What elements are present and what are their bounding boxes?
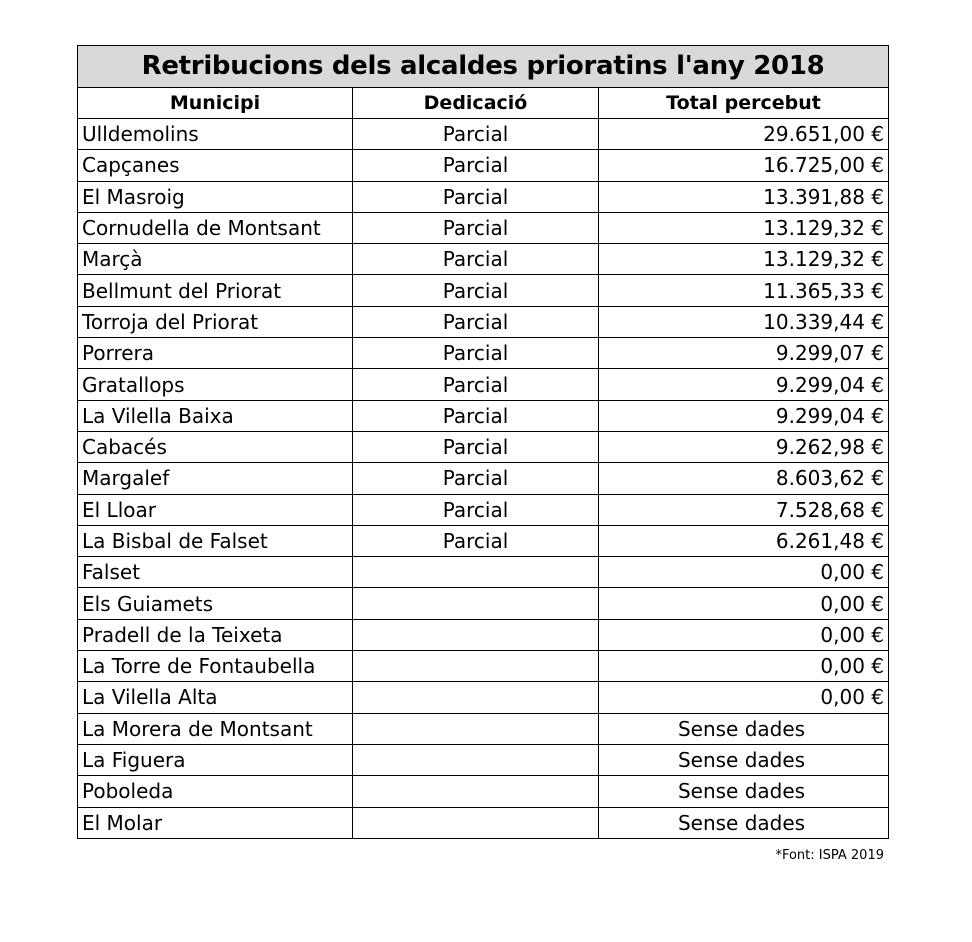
cell-municipi: Bellmunt del Priorat <box>78 275 353 306</box>
cell-total: 11.365,33 € <box>599 275 889 306</box>
table-body <box>78 119 889 839</box>
cell-municipi: Gratallops <box>78 369 353 400</box>
cell-total: 0,00 € <box>599 557 889 588</box>
cell-dedicacio: Parcial <box>353 431 599 462</box>
cell-dedicacio <box>353 682 599 713</box>
cell-municipi: El Molar <box>78 807 353 838</box>
cell-municipi: Falset <box>78 557 353 588</box>
cell-dedicacio: Parcial <box>353 150 599 181</box>
table-row <box>78 619 889 650</box>
cell-total: 13.129,32 € <box>599 244 889 275</box>
table-row <box>78 682 889 713</box>
table-row <box>78 181 889 212</box>
cell-total: Sense dades <box>599 807 889 838</box>
table-row <box>78 244 889 275</box>
cell-dedicacio <box>353 557 599 588</box>
cell-total: 16.725,00 € <box>599 150 889 181</box>
cell-municipi: Pradell de la Teixeta <box>78 619 353 650</box>
table-row <box>78 431 889 462</box>
cell-dedicacio <box>353 588 599 619</box>
cell-municipi: Poboleda <box>78 776 353 807</box>
cell-dedicacio: Parcial <box>353 306 599 337</box>
table-row <box>78 150 889 181</box>
cell-total: 0,00 € <box>599 682 889 713</box>
cell-dedicacio: Parcial <box>353 338 599 369</box>
cell-total: 0,00 € <box>599 619 889 650</box>
cell-total: 6.261,48 € <box>599 525 889 556</box>
table-row <box>78 651 889 682</box>
table-row <box>78 338 889 369</box>
table-row <box>78 306 889 337</box>
cell-total: 29.651,00 € <box>599 119 889 150</box>
cell-dedicacio: Parcial <box>353 369 599 400</box>
cell-dedicacio: Parcial <box>353 275 599 306</box>
cell-dedicacio <box>353 776 599 807</box>
cell-municipi: La Torre de Fontaubella <box>78 651 353 682</box>
cell-municipi: El Lloar <box>78 494 353 525</box>
cell-municipi: La Bisbal de Falset <box>78 525 353 556</box>
cell-municipi: Cornudella de Montsant <box>78 212 353 243</box>
table-row <box>78 212 889 243</box>
cell-total: 9.299,04 € <box>599 369 889 400</box>
table-row <box>78 744 889 775</box>
cell-total: 9.299,07 € <box>599 338 889 369</box>
cell-dedicacio: Parcial <box>353 244 599 275</box>
table-title: Retribucions dels alcaldes prioratins l'any 2018 <box>78 46 889 88</box>
cell-municipi: Torroja del Priorat <box>78 306 353 337</box>
cell-municipi: Els Guiamets <box>78 588 353 619</box>
header-dedicacio: Dedicació <box>353 88 599 119</box>
header-municipi: Municipi <box>78 88 353 119</box>
cell-total: 0,00 € <box>599 588 889 619</box>
cell-municipi: Capçanes <box>78 150 353 181</box>
cell-dedicacio <box>353 651 599 682</box>
cell-dedicacio <box>353 807 599 838</box>
cell-municipi: La Figuera <box>78 744 353 775</box>
cell-total: Sense dades <box>599 744 889 775</box>
cell-municipi: Cabacés <box>78 431 353 462</box>
table-row <box>78 588 889 619</box>
cell-dedicacio <box>353 619 599 650</box>
salary-table-container <box>77 45 888 839</box>
table-row <box>78 525 889 556</box>
cell-municipi: Margalef <box>78 463 353 494</box>
cell-total: 10.339,44 € <box>599 306 889 337</box>
cell-municipi: La Morera de Montsant <box>78 713 353 744</box>
cell-total: 9.299,04 € <box>599 400 889 431</box>
cell-dedicacio: Parcial <box>353 525 599 556</box>
cell-total: 7.528,68 € <box>599 494 889 525</box>
header-total: Total percebut <box>599 88 889 119</box>
table-row <box>78 369 889 400</box>
cell-total: Sense dades <box>599 776 889 807</box>
cell-total: 9.262,98 € <box>599 431 889 462</box>
cell-dedicacio <box>353 744 599 775</box>
table-row <box>78 463 889 494</box>
cell-dedicacio: Parcial <box>353 181 599 212</box>
cell-municipi: La Vilella Alta <box>78 682 353 713</box>
cell-dedicacio: Parcial <box>353 212 599 243</box>
source-note: *Font: ISPA 2019 <box>775 848 884 863</box>
cell-municipi: La Vilella Baixa <box>78 400 353 431</box>
salary-table <box>77 45 889 839</box>
cell-dedicacio: Parcial <box>353 463 599 494</box>
cell-total: 13.391,88 € <box>599 181 889 212</box>
table-row <box>78 400 889 431</box>
cell-total: Sense dades <box>599 713 889 744</box>
cell-dedicacio: Parcial <box>353 494 599 525</box>
cell-municipi: El Masroig <box>78 181 353 212</box>
cell-dedicacio: Parcial <box>353 400 599 431</box>
table-row <box>78 713 889 744</box>
cell-dedicacio: Parcial <box>353 119 599 150</box>
table-row <box>78 275 889 306</box>
cell-municipi: Porrera <box>78 338 353 369</box>
title-row <box>78 46 889 88</box>
header-row <box>78 88 889 119</box>
cell-municipi: Ulldemolins <box>78 119 353 150</box>
cell-dedicacio <box>353 713 599 744</box>
cell-total: 13.129,32 € <box>599 212 889 243</box>
table-row <box>78 119 889 150</box>
table-row <box>78 776 889 807</box>
table-row <box>78 557 889 588</box>
cell-total: 8.603,62 € <box>599 463 889 494</box>
table-row <box>78 494 889 525</box>
cell-municipi: Marçà <box>78 244 353 275</box>
cell-total: 0,00 € <box>599 651 889 682</box>
table-row <box>78 807 889 838</box>
